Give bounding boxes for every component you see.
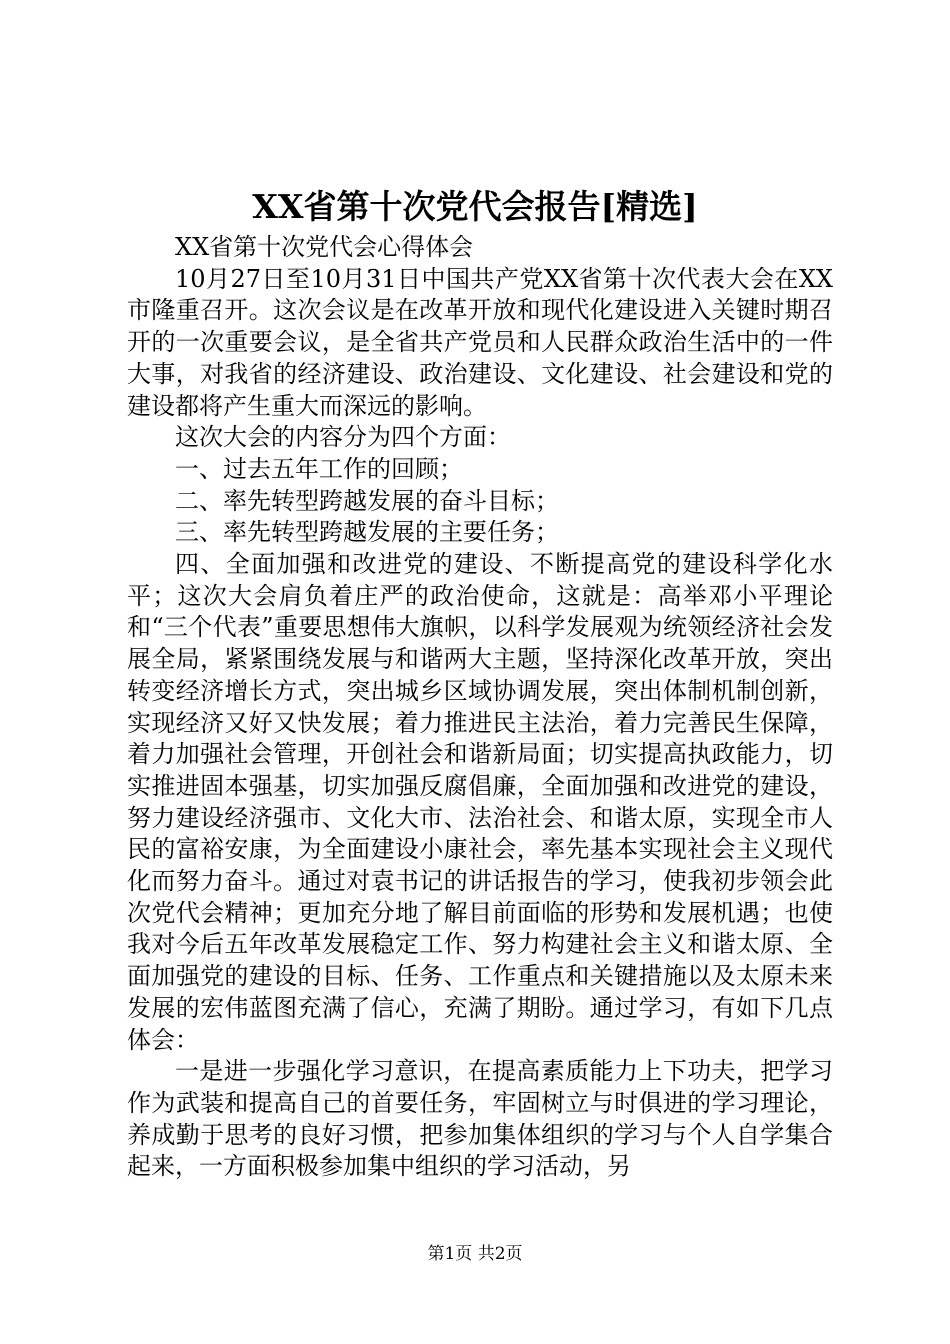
page-footer: 第1页 共2页	[427, 1244, 523, 1264]
list-item: 二、率先转型跨越发展的奋斗目标；	[175, 486, 559, 515]
paragraph: 10月27日至10月31日中国共产党XX省第十次代表大会在XX市隆重召开。这次会议是在改革开放和现代化建设进入关键时期召开的一次重要会议，是全省共产党员和人民群众政治生活中的一件大事，对我省的经济建设、政治建设、文化建设、社会建设和党的建设都将产生重大而深远的影响。	[127, 264, 833, 420]
list-item: 三、率先转型跨越发展的主要任务；	[175, 518, 559, 547]
paragraph: 四、全面加强和改进党的建设、不断提高党的建设科学化水平；这次大会肩负着庄严的政治使命，这就是：高举邓小平理论和“三个代表”重要思想伟大旗帜，以科学发展观为统领经济社会发展全局，紧紧围绕发展与和谐两大主题，坚持深化改革开放，突出转变经济增长方式，突出城乡区域协调发展，突出体制机制创新，实现经济又好又快发展；着力推进民主法治，着力完善民生保障，着力加强社会管理，开创社会和谐新局面；切实提高执政能力，切实推进固本强基，切实加强反腐倡廉，全面加强和改进党的建设，努力建设经济强市、文化大市、法治社会、和谐太原，实现全市人民的富裕安康，为全面建设小康社会，率先基本实现社会主义现代化而努力奋斗。通过对袁书记的讲话报告的学习，使我初步领会此次党代会精神；更加充分地了解目前面临的形势和发展机遇；也使我对今后五年改革发展稳定工作、努力构建社会主义和谐太原、全面加强党的建设的目标、任务、工作重点和关键措施以及太原未来发展的宏伟蓝图充满了信心，充满了期盼。通过学习，有如下几点体会：	[127, 550, 833, 1054]
subtitle-paragraph: XX省第十次党代会心得体会	[175, 233, 474, 261]
paragraph: 一是进一步强化学习意识，在提高素质能力上下功夫，把学习作为武装和提高自己的首要任务，牢固树立与时俱进的学习理论，养成勤于思考的良好习惯，把参加集体组织的学习与个人自学集合起来，一方面积极参加集中组织的学习活动，另	[127, 1057, 833, 1181]
document-body	[127, 232, 833, 1183]
paragraph: 这次大会的内容分为四个方面：	[175, 423, 511, 452]
document-title: XX省第十次党代会报告[精选]	[252, 187, 698, 226]
list-item: 一、过去五年工作的回顾；	[175, 454, 463, 483]
